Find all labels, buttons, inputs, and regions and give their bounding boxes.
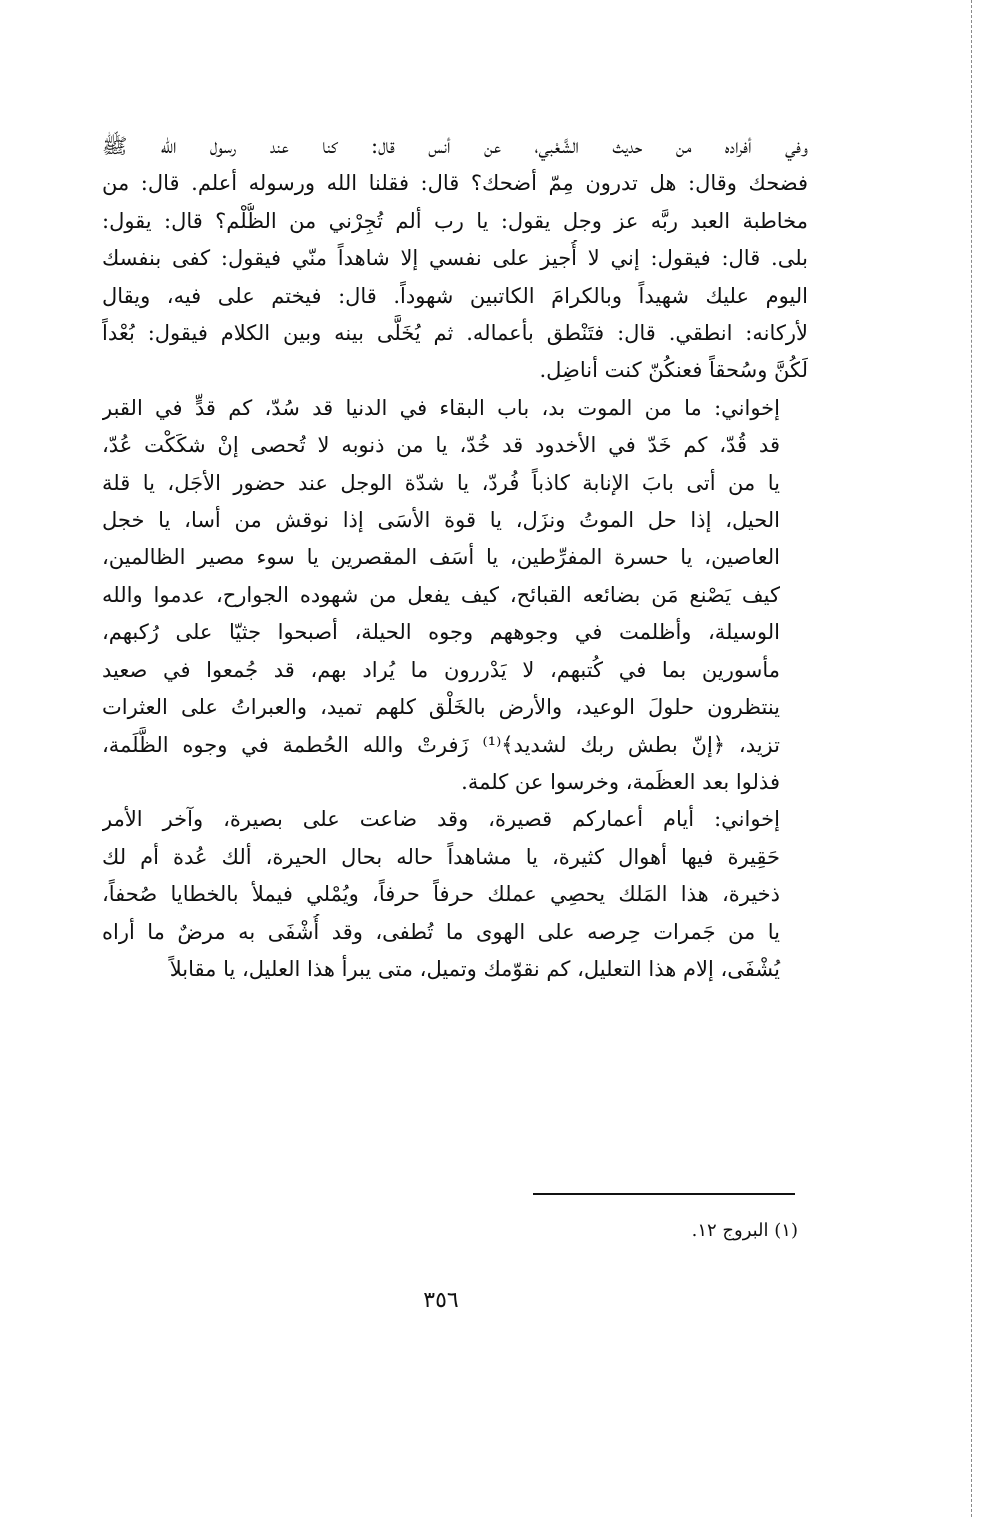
paragraph (102, 128, 808, 390)
page-edge-line (971, 0, 972, 1517)
text-line: فذلوا بعد العظَمة، وخرسوا عن كلمة. (461, 769, 780, 794)
text-line: ذخيرة، هذا المَلك يحصِي عملك حرفاً حرفاً، ويُمْلي فيملأ بالخطايا صُحفاً، (102, 882, 780, 907)
text-line: الوسيلة، وأظلمت في وجوههم وجوه الحيلة، أصبحوا جثيّا على رُكبهم، (102, 620, 780, 645)
text-line: مخاطبة العبد ربَّه عز وجل يقول: يا رب ألم تُجِرْني من الظُّلْم؟ قال: يقول: (102, 208, 808, 233)
text-line: ينتظرون حلولَ الوعيد، والأرض بالخَلْق كلهم تميد، والعبراتُ على العثرات (102, 695, 780, 720)
text-line: قد قُدّ، كم خَدّ في الأخدود قد خُدّ، يا من ذنوبه لا تُحصى إنْ شكَكْت عُدّ، (102, 433, 780, 458)
text-line: بلى. قال: فيقول: إني لا أُجيز على نفسي إلا شاهداً منّي فيقول: كفى بنفسك (102, 246, 808, 271)
main-text (102, 128, 808, 988)
text-line: العاصين، يا حسرة المفرِّطين، يا أسَف المقصرين يا سوء مصير الظالمين، (102, 545, 780, 570)
footnote-separator (533, 1193, 795, 1195)
text-line: الحيل، إذا حل الموتُ ونزَل، يا قوة الأسَى إذا نوقش من أسا، يا خجل (102, 508, 780, 533)
text-line: يا من أتى بابَ الإنابة كاذباً فُردّ، يا شدّة الوجل عند حضور الأجَل، يا قلة (102, 470, 780, 495)
text-line: اليوم عليك شهيداً وبالكرامَ الكاتبين شهوداً. قال: فيختم على فيه، ويقال (102, 283, 808, 308)
text-line: إخواني: أيام أعماركم قصيرة، وقد ضاعت على بصيرة، وآخر الأمر (102, 807, 780, 832)
paragraph (102, 801, 808, 988)
text-line: مأسورين بما في كُتبهم، لا يَدْررون ما يُراد بهم، قد جُمعوا في صعيد (102, 657, 780, 682)
text-line: وفي أفراده من حديث الشَّعْبي، عن أنس قال: كنا عند رسول الله ﷺ (102, 134, 808, 158)
text-line: تزيد، ﴿إنّ بطش ربك لشديد﴾⁽¹⁾ زَفرتْ والله الحُطمة في وجوه الظَّلَمة، (102, 732, 780, 757)
text-line: لَكُنَّ وسُحقاً فعنكُنّ كنت أناضِل. (539, 358, 808, 383)
text-line: يُشْفَى، إلام هذا التعليل، كم نقوّمك وتميل، متى يبرأ هذا العليل، يا مقابلاً (169, 956, 780, 981)
text-line: لأركانه: انطقي. قال: فتَنْطق بأعماله. ثم يُخَلَّى بينه وبين الكلام فيقول: بُعْداً (102, 321, 808, 346)
text-line: فضحك وقال: هل تدرون مِمّ أضحك؟ قال: فقلنا الله ورسوله أعلم. قال: من (102, 171, 808, 196)
text-line: إخواني: ما من الموت بد، باب البقاء في الدنيا قد سُدّ، كم قدٍّ في القبر (102, 395, 780, 420)
paragraph (102, 390, 808, 801)
footnote: (١) البروج ١٢. (691, 1220, 798, 1241)
text-line: يا من جَمرات حِرصه على الهوى ما تُطفى، وقد أُشْفَى به مرضٌ ما أراه (102, 919, 780, 944)
text-line: حَقِيرة فيها أهوال كثيرة، يا مشاهداً حاله بحال الحيرة، ألك عُدة أم لك (102, 844, 780, 869)
page-number: ٣٥٦ (423, 1288, 459, 1313)
text-line: كيف يَصْنع مَن بضائعه القبائح، كيف يفعل من شهوده الجوارح، عدموا والله (102, 582, 780, 607)
